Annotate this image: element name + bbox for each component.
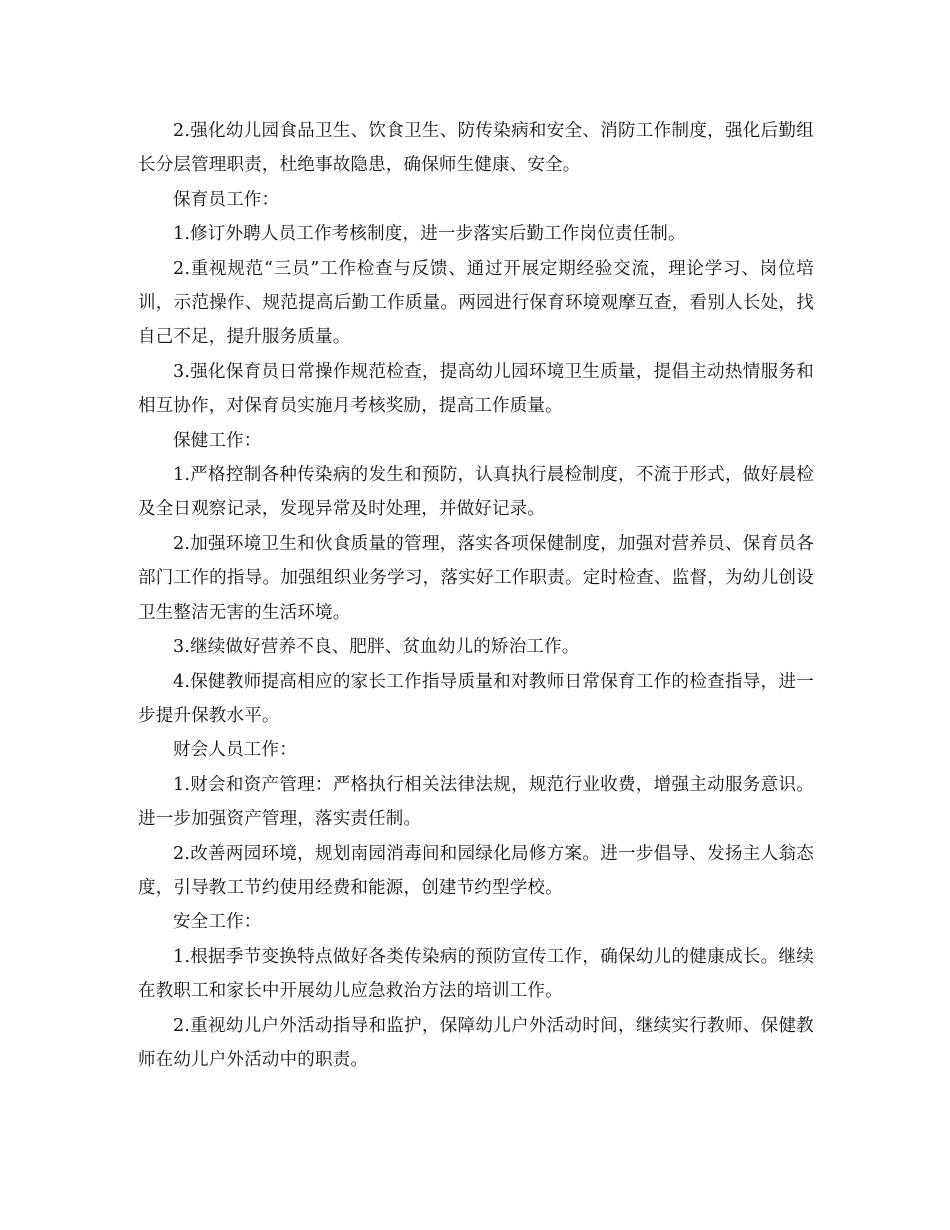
heading-safety-work: 安全工作： <box>173 912 262 933</box>
heading-health-work: 保健工作： <box>173 430 262 451</box>
paragraph-safety-2: 2.重视幼儿户外活动指导和监护，保障幼儿户外活动时间，继续实行教师、保健教师在幼儿户外活动中的职责。 <box>138 1015 814 1070</box>
paragraph-health-1: 1.严格控制各种传染病的发生和预防，认真执行晨检制度，不流于形式，做好晨检及全日观察记录，发现异常及时处理，并做好记录。 <box>138 465 814 520</box>
heading-finance-work: 财会人员工作： <box>173 740 297 761</box>
paragraph-caregiver-3: 3.强化保育员日常操作规范检查，提高幼儿园环境卫生质量，提倡主动热情服务和相互协作，对保育员实施月考核奖励，提高工作质量。 <box>138 361 814 417</box>
document-body <box>138 114 814 1077</box>
paragraph-finance-2: 2.改善两园环境，规划南园消毒间和园绿化局修方案。进一步倡导、发扬主人翁态度，引导教工节约使用经费和能源，创建节约型学校。 <box>138 843 814 898</box>
paragraph-caregiver-1: 1.修订外聘人员工作考核制度，进一步落实后勤工作岗位责任制。 <box>173 224 686 245</box>
paragraph-health-2: 2.加强环境卫生和伙食质量的管理，落实各项保健制度，加强对营养员、保育员各部门工作的指导。加强组织业务学习，落实好工作职责。定时检查、监督，为幼儿创设卫生整洁无害的生活环境。 <box>138 533 814 623</box>
paragraph-health-3: 3.继续做好营养不良、肥胖、贫血幼儿的矫治工作。 <box>173 637 580 658</box>
paragraph-caregiver-2: 2.重视规范“三员”工作检查与反馈、通过开展定期经验交流，理论学习、岗位培训，示范操作、规范提高后勤工作质量。两园进行保育环境观摩互查，看别人长处，找自己不足，提升服务质量。 <box>138 258 814 348</box>
heading-caregiver-work: 保育员工作： <box>173 189 280 210</box>
paragraph-food-safety: 2.强化幼儿园食品卫生、饮食卫生、防传染病和安全、消防工作制度，强化后勤组长分层管理职责，杜绝事故隐患，确保师生健康、安全。 <box>138 121 814 176</box>
paragraph-safety-1: 1.根据季节变换特点做好各类传染病的预防宣传工作，确保幼儿的健康成长。继续在教职工和家长中开展幼儿应急救治方法的培训工作。 <box>138 946 814 1002</box>
paragraph-finance-1: 1.财会和资产管理：严格执行相关法律法规，规范行业收费，增强主动服务意识。进一步加强资产管理，落实责任制。 <box>138 774 814 830</box>
paragraph-health-4: 4.保健教师提高相应的家长工作指导质量和对教师日常保育工作的检查指导，进一步提升保教水平。 <box>138 671 814 726</box>
